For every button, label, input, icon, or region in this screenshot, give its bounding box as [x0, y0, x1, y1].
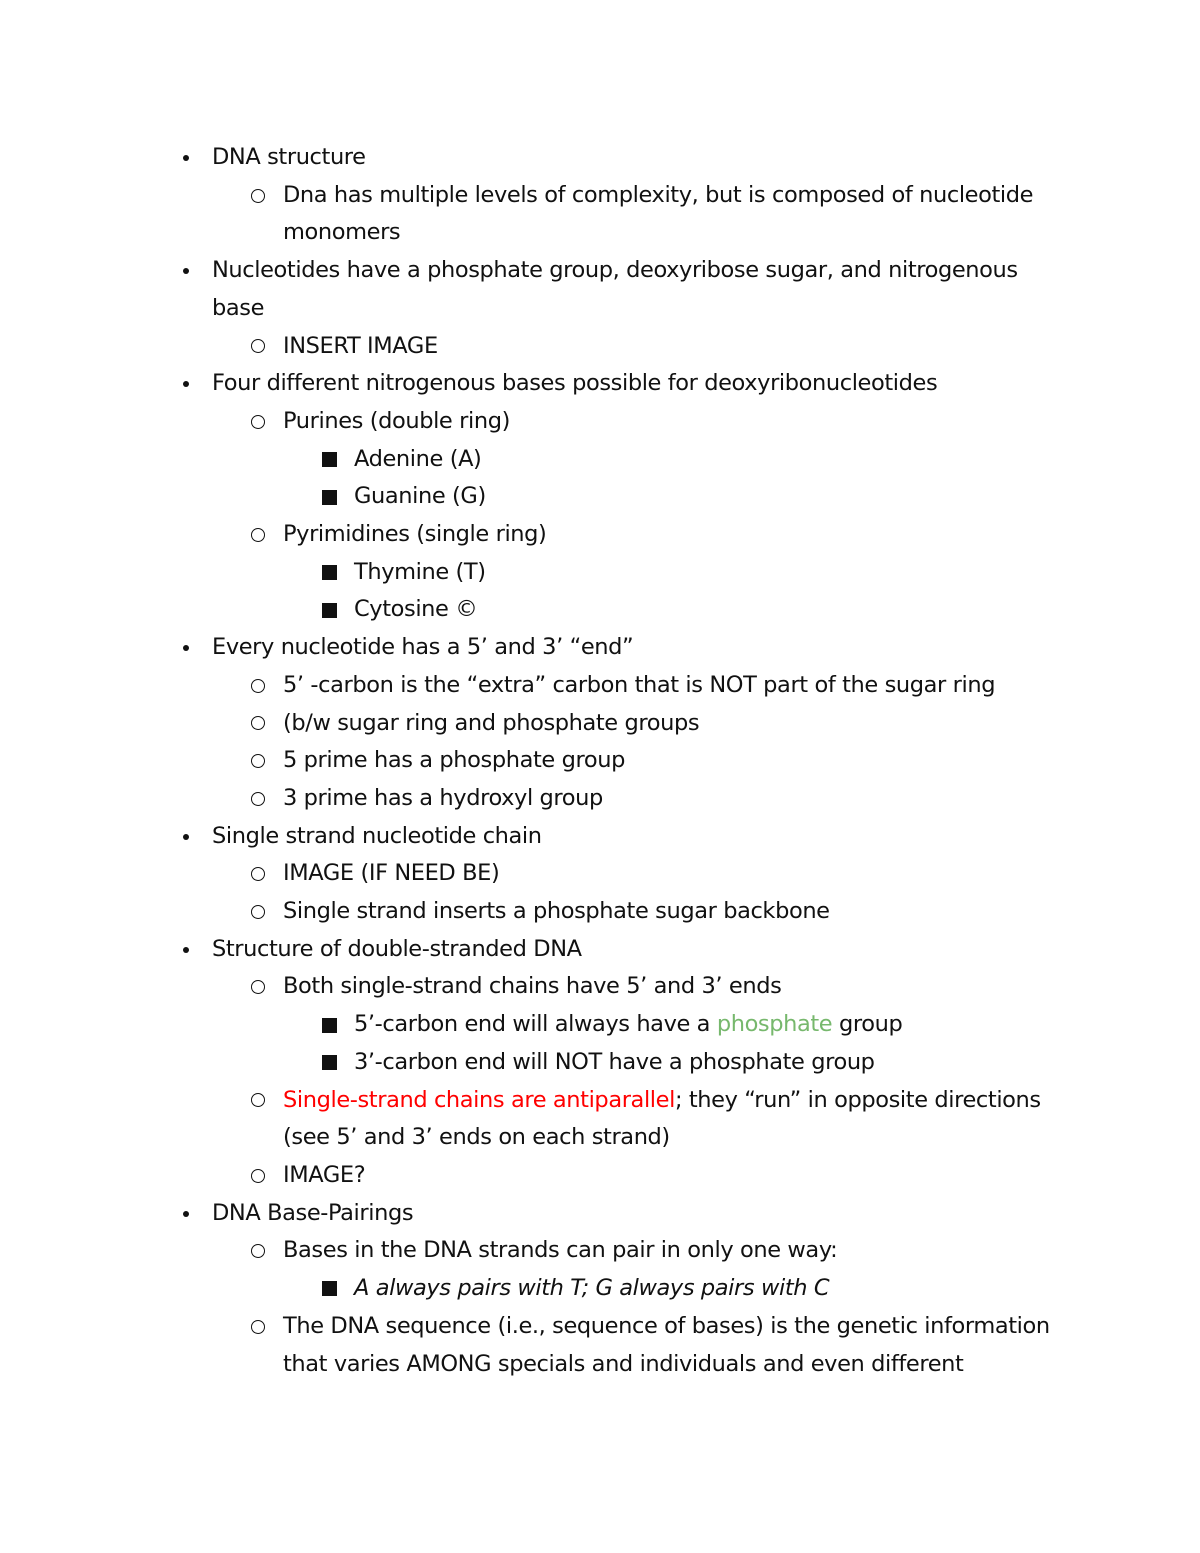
list-item	[0, 742, 1063, 780]
list-item-text: Bases in the DNA strands can pair in only one way:	[283, 1237, 838, 1264]
list-item	[0, 931, 1072, 969]
dna-notes-list	[0, 139, 1200, 1383]
bullet-square-icon	[318, 1270, 340, 1308]
list-item-text: Single strand inserts a phosphate sugar backbone	[283, 898, 830, 925]
list-item-text: Guanine (G)	[354, 483, 486, 510]
bullet-circle-icon	[247, 177, 269, 215]
list-item	[0, 893, 1063, 931]
list-item-text: IMAGE (IF NEED BE)	[283, 860, 500, 887]
list-item	[0, 705, 1063, 743]
text-segment: ; they “run” in opposite directions (see 5’ and 3’ ends on each strand)	[283, 1086, 1041, 1151]
list-item	[0, 1195, 1072, 1233]
bullet-circle-icon	[247, 403, 269, 441]
bullet-dot-icon	[176, 139, 196, 177]
list-item-text	[354, 1011, 902, 1037]
list-item-text: Pyrimidines (single ring)	[283, 521, 547, 548]
bullet-square-icon	[318, 1044, 340, 1082]
bullet-circle-icon	[247, 705, 269, 743]
list-item	[0, 1044, 1054, 1082]
list-item	[0, 252, 1072, 327]
list-item	[0, 403, 1063, 441]
list-item	[0, 478, 1054, 516]
list-item-text: IMAGE?	[283, 1161, 366, 1188]
list-item-text: 5 prime has a phosphate group	[283, 747, 625, 774]
bullet-circle-icon	[247, 780, 269, 818]
bullet-circle-icon	[247, 1308, 269, 1346]
list-item	[0, 139, 1072, 177]
list-item-text: Both single-strand chains have 5’ and 3’ ends	[283, 973, 782, 1000]
list-item	[0, 516, 1063, 554]
list-item	[0, 1082, 1063, 1157]
list-item-text: Dna has multiple levels of complexity, but is composed of nucleotide monomers	[283, 181, 1034, 246]
list-item-text: Nucleotides have a phosphate group, deoxyribose sugar, and nitrogenous base	[212, 257, 1018, 321]
list-item	[0, 1232, 1063, 1270]
bullet-circle-icon	[247, 893, 269, 931]
list-item	[0, 780, 1063, 818]
bullet-square-icon	[318, 1006, 340, 1044]
text-segment: group	[832, 1011, 903, 1038]
list-item	[0, 818, 1072, 856]
bullet-dot-icon	[176, 252, 196, 290]
list-item-text: Every nucleotide has a 5’ and 3’ “end”	[212, 634, 634, 661]
highlighted-word-phosphate: phosphate	[716, 1011, 833, 1038]
bullet-square-icon	[318, 441, 340, 479]
list-item-text: Purines (double ring)	[283, 407, 510, 434]
bullet-dot-icon	[176, 818, 196, 856]
list-item	[0, 629, 1072, 667]
list-item-text: 5’ -carbon is the “extra” carbon that is NOT part of the sugar ring	[283, 671, 996, 698]
list-item	[0, 328, 1063, 366]
list-item	[0, 968, 1063, 1006]
list-item-text: Adenine (A)	[354, 445, 482, 472]
bullet-circle-icon	[247, 1232, 269, 1270]
list-item-text: DNA structure	[212, 144, 366, 170]
list-item-text	[283, 1087, 1041, 1151]
bullet-dot-icon	[176, 931, 196, 969]
text-segment: 5’-carbon end will always have a	[354, 1011, 717, 1038]
bullet-circle-icon	[247, 855, 269, 893]
list-item-text: Thymine (T)	[354, 558, 486, 585]
list-item	[0, 1308, 1063, 1383]
bullet-circle-icon	[247, 1082, 269, 1120]
list-item-text: A always pairs with T; G always pairs with C	[354, 1275, 830, 1302]
bullet-circle-icon	[247, 742, 269, 780]
bullet-square-icon	[318, 591, 340, 629]
bullet-dot-icon	[176, 1195, 196, 1233]
list-item-text: DNA Base-Pairings	[212, 1199, 414, 1226]
bullet-circle-icon	[247, 1157, 269, 1195]
list-item-text: 3 prime has a hydroxyl group	[283, 784, 603, 811]
bullet-circle-icon	[247, 667, 269, 705]
list-item-text: 3’-carbon end will NOT have a phosphate group	[354, 1048, 875, 1075]
list-item-text: (b/w sugar ring and phosphate groups	[283, 709, 700, 736]
list-item	[0, 1157, 1063, 1195]
list-item	[0, 855, 1063, 893]
highlighted-phrase-antiparallel: Single-strand chains are antiparallel	[283, 1086, 675, 1113]
bullet-square-icon	[318, 478, 340, 516]
list-item	[0, 365, 1072, 403]
list-item-text: INSERT IMAGE	[283, 332, 438, 359]
list-item-text: Single strand nucleotide chain	[212, 822, 542, 849]
bullet-square-icon	[318, 554, 340, 592]
list-item-text: The DNA sequence (i.e., sequence of bases) is the genetic information that varies AMONG specials and individuals and even different	[283, 1312, 1050, 1377]
list-item-text: Cytosine ©	[354, 596, 478, 623]
list-item	[0, 1270, 1054, 1308]
bullet-dot-icon	[176, 365, 196, 403]
list-item	[0, 1006, 1054, 1044]
list-item-text: Structure of double-stranded DNA	[212, 935, 582, 962]
list-item	[0, 591, 1054, 629]
list-item	[0, 177, 1063, 252]
bullet-circle-icon	[247, 328, 269, 366]
list-item-text: Four different nitrogenous bases possible for deoxyribonucleotides	[212, 370, 938, 397]
list-item	[0, 554, 1054, 592]
list-item	[0, 667, 1063, 705]
list-item	[0, 441, 1054, 479]
bullet-circle-icon	[247, 968, 269, 1006]
bullet-dot-icon	[176, 629, 196, 667]
bullet-circle-icon	[247, 516, 269, 554]
